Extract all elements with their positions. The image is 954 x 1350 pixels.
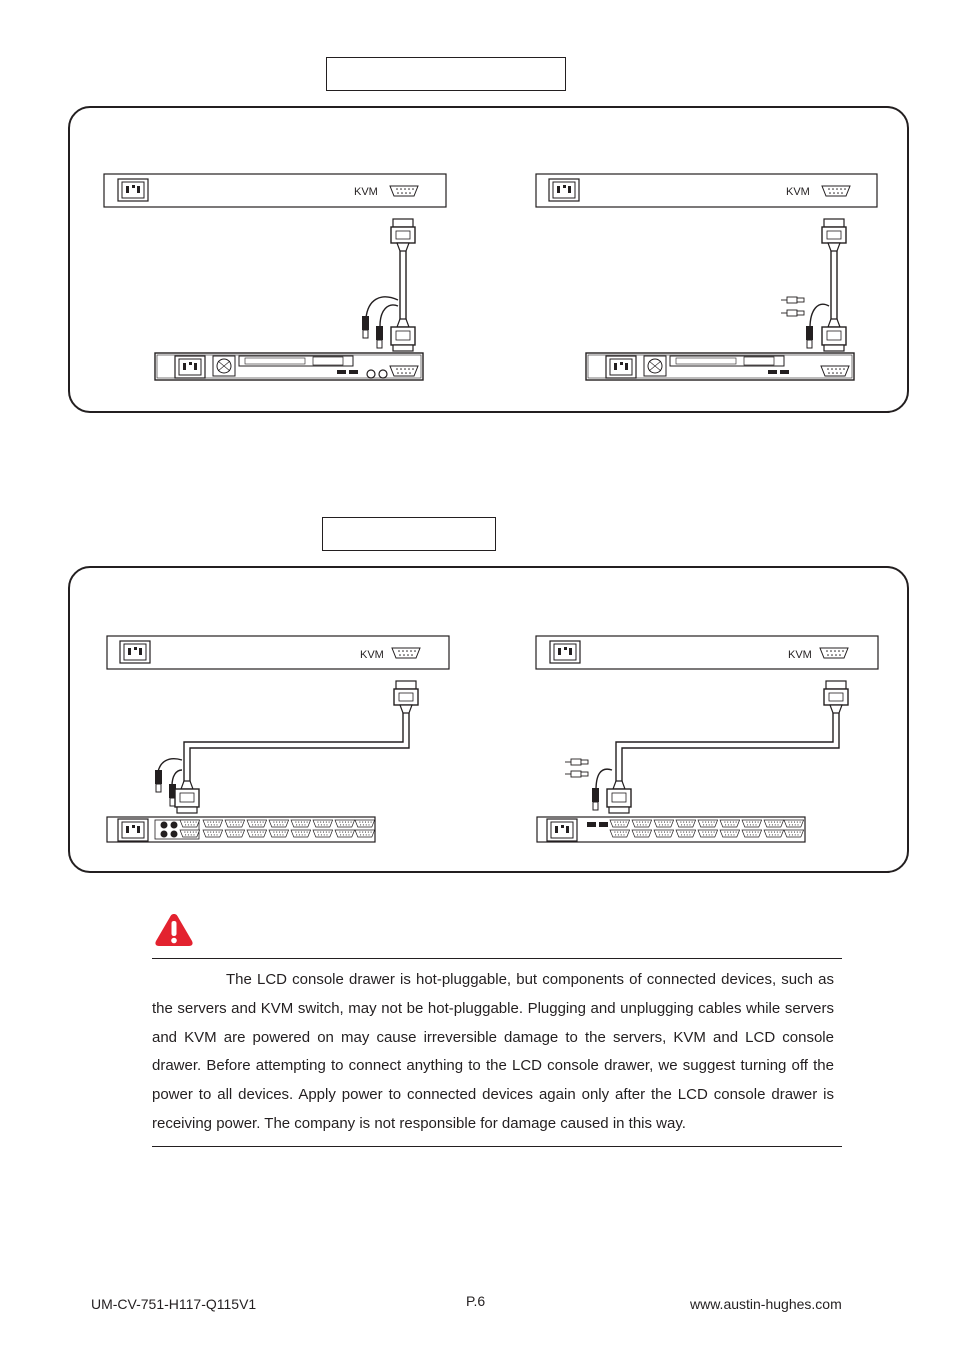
kvm-label-top-right: KVM (786, 186, 810, 198)
warning-triangle-icon (154, 912, 194, 948)
footer-website[interactable]: www.austin-hughes.com (690, 1296, 842, 1312)
warning-top-rule (152, 958, 842, 959)
footer-page-number: P.6 (466, 1293, 486, 1309)
kvm-label-bottom-left: KVM (360, 649, 384, 661)
warning-body: The LCD console drawer is hot-pluggable, but components of connected devices, such as the servers and KVM switch, may not be hot-pluggable. Plugging and unplugging cables while servers and KVM are powered on may cause irreversible damage to the servers, KVM and LCD console drawer. Before attempting to connect anything to the LCD console drawer, we suggest turning off the power to all devices. Apply power to connected devices again only after the LCD console drawer is receiving power. The company is not responsible for damage caused in this way. (152, 971, 834, 1132)
footer-doc-code: UM-CV-751-H117-Q115V1 (91, 1296, 257, 1312)
kvm-label-bottom-right: KVM (788, 649, 812, 661)
kvm-label-top-left: KVM (354, 186, 378, 198)
warning-bottom-rule (152, 1146, 842, 1147)
